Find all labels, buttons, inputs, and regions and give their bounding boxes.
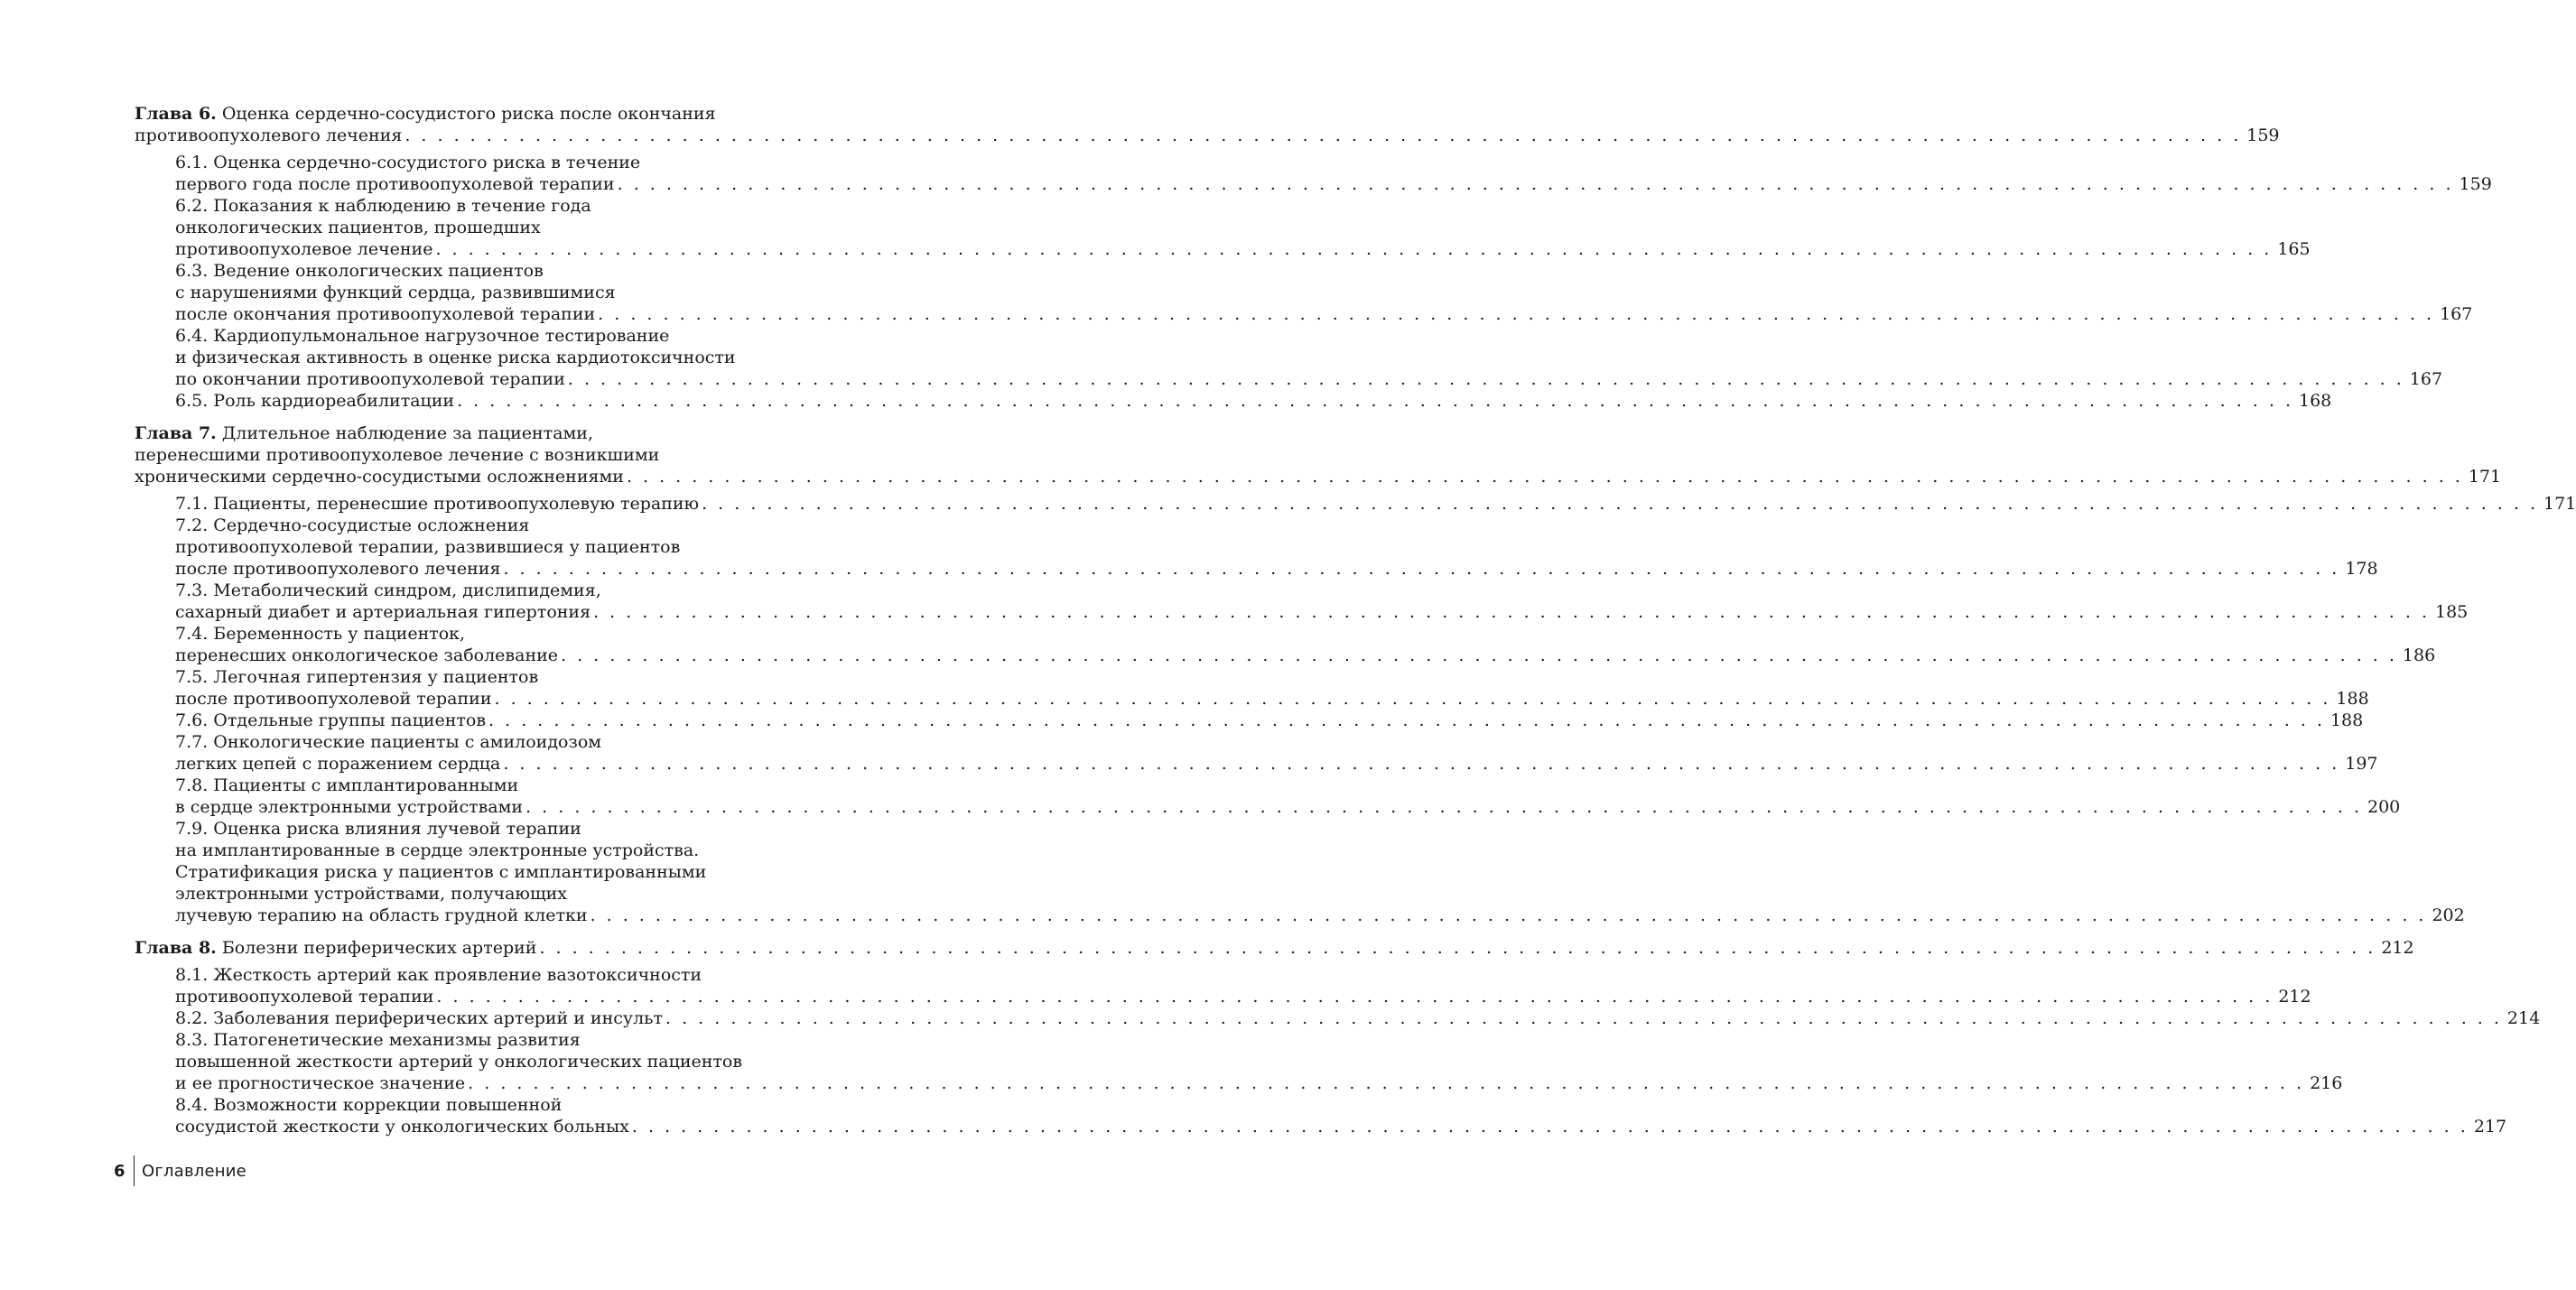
- chapter-title-line: перенесшими противоопухолевое лечение с возникшими: [135, 445, 660, 465]
- dot-leader: [702, 493, 2538, 515]
- dot-leader: [627, 466, 2463, 487]
- section-title-line: 7.4. Беременность у пациенток,: [175, 624, 466, 644]
- page-footer: [114, 1155, 246, 1186]
- section-title-text: после противоопухолевого лечения: [175, 559, 501, 579]
- section-last-line: [175, 796, 2401, 818]
- chapter-7: [135, 422, 2576, 926]
- section-7-8: [135, 775, 2401, 818]
- section-title-text: противоопухолевой терапии: [175, 987, 434, 1007]
- section-7-5: [135, 666, 2369, 710]
- chapter-8: [135, 937, 2541, 1137]
- section-6-4: [135, 325, 2443, 390]
- section-title-line: 7.2. Сердечно-сосудистые осложнения: [175, 515, 530, 535]
- dot-leader: [568, 368, 2404, 390]
- section-last-line: [175, 1007, 2541, 1029]
- page-number: 188: [2336, 689, 2369, 709]
- section-title-line: противоопухолевой терапии, развившиеся у пациентов: [175, 537, 681, 557]
- section-7-9: [135, 818, 2465, 926]
- section-last-line: [175, 905, 2465, 926]
- chapter-label: Глава 7.: [135, 423, 217, 443]
- page-number: 212: [2278, 987, 2311, 1007]
- dot-leader: [503, 753, 2339, 775]
- section-title-line: 7.8. Пациенты с имплантированными: [175, 775, 519, 795]
- section-7-2: [135, 515, 2378, 580]
- section-title-text: легких цепей с поражением сердца: [175, 754, 501, 774]
- section-title-line: 7.9. Оценка риска влияния лучевой терапии: [175, 819, 581, 839]
- section-title-text: после противоопухолевой терапии: [175, 689, 492, 709]
- dot-leader: [539, 937, 2376, 959]
- chapter-title-text: Длительное наблюдение за пациентами,: [216, 423, 593, 443]
- section-title-line: 6.3. Ведение онкологических пациентов: [175, 261, 544, 281]
- section-title-text: сосудистой жесткости у онкологических больных: [175, 1117, 629, 1137]
- section-title-line: 6.1. Оценка сердечно-сосудистого риска в течение: [175, 153, 641, 172]
- section-title-text: после окончания противоопухолевой терапии: [175, 304, 596, 324]
- running-head: Оглавление: [142, 1161, 246, 1181]
- section-title-text: первого года после противоопухолевой терапии: [175, 174, 615, 194]
- dot-leader: [503, 558, 2339, 580]
- section-7-4: [135, 623, 2436, 666]
- section-last-line: [175, 303, 2473, 325]
- section-title-text: противоопухолевое лечение: [175, 239, 433, 259]
- section-last-line: [175, 368, 2443, 390]
- page-number: 186: [2402, 645, 2436, 665]
- chapter-title-text: Болезни периферических артерий: [216, 938, 537, 958]
- section-title-line: 7.5. Легочная гипертензия у пациентов: [175, 667, 539, 687]
- section-title-line: 8.1. Жесткость артерий как проявление вазотоксичности: [175, 965, 702, 985]
- page-number: 171: [2543, 494, 2576, 514]
- dot-leader: [435, 238, 2272, 260]
- dot-leader: [525, 796, 2362, 818]
- section-8-3: [135, 1029, 2343, 1094]
- section-7-6: [135, 710, 2364, 731]
- section-title-text: лучевую терапию на область грудной клетки: [175, 905, 588, 925]
- section-8-1: [135, 964, 2311, 1007]
- section-title-line: Стратификация риска у пациентов с имплантированными: [175, 862, 707, 882]
- section-title-line: 8.3. Патогенетические механизмы развития: [175, 1030, 581, 1050]
- page-number: 212: [2381, 938, 2414, 958]
- page-number: 159: [2459, 174, 2492, 194]
- page-number: 178: [2345, 559, 2378, 579]
- page-number: 216: [2310, 1073, 2343, 1093]
- section-last-line: [175, 493, 2576, 515]
- section-7-1: [135, 493, 2576, 515]
- chapter-title-last-line: [135, 125, 2280, 146]
- section-title-text: 8.2. Заболевания периферических артерий и инсульт: [175, 1008, 663, 1028]
- page-number: 200: [2367, 797, 2401, 817]
- page-number: 197: [2345, 754, 2378, 774]
- page-number: 159: [2246, 125, 2280, 145]
- dot-leader: [495, 688, 2331, 710]
- chapter-label: Глава 8.: [135, 938, 217, 958]
- section-title-text: в сердце электронными устройствами: [175, 797, 524, 817]
- chapter-title-line: [135, 103, 786, 125]
- section-last-line: [175, 173, 2492, 195]
- section-title-line: онкологических пациентов, прошедших: [175, 218, 541, 237]
- dot-leader: [591, 905, 2427, 926]
- section-title-line: 7.7. Онкологические пациенты с амилоидозом: [175, 732, 602, 752]
- chapter-label: Глава 6.: [135, 104, 217, 124]
- section-title-text: 7.1. Пациенты, перенесшие противоопухолевую терапию: [175, 494, 700, 514]
- section-last-line: [175, 1116, 2507, 1137]
- section-last-line: [175, 688, 2369, 710]
- dot-leader: [665, 1007, 2502, 1029]
- section-last-line: [175, 645, 2436, 666]
- chapter-6: [135, 103, 2492, 412]
- dot-leader: [488, 710, 2325, 731]
- section-title-line: 6.2. Показания к наблюдению в течение года: [175, 196, 591, 216]
- section-last-line: [175, 1072, 2343, 1094]
- page-number: 214: [2506, 1008, 2541, 1028]
- section-title-text: сахарный диабет и артериальная гипертония: [175, 602, 591, 622]
- section-title-line: 8.4. Возможности коррекции повышенной: [175, 1095, 563, 1115]
- page-number: 217: [2473, 1117, 2507, 1137]
- section-title-text: 6.5. Роль кардиореабилитации: [175, 391, 455, 411]
- section-7-3: [135, 580, 2469, 623]
- dot-leader: [598, 303, 2434, 325]
- section-last-line: [175, 238, 2311, 260]
- section-last-line: [175, 986, 2311, 1007]
- chapter-title-line: [135, 422, 786, 444]
- section-last-line: [175, 558, 2378, 580]
- section-title-line: на имплантированные в сердце электронные устройства.: [175, 840, 700, 860]
- footer-divider: [134, 1155, 135, 1186]
- section-8-2: [135, 1007, 2541, 1029]
- section-title-line: повышенной жесткости артерий у онкологических пациентов: [175, 1052, 743, 1072]
- dot-leader: [457, 390, 2293, 412]
- section-title-text: 7.6. Отдельные группы пациентов: [175, 710, 487, 730]
- page-number: 165: [2277, 239, 2311, 259]
- page-number: 167: [2440, 304, 2473, 324]
- section-8-4: [135, 1094, 2507, 1137]
- page-number: 167: [2409, 369, 2443, 389]
- chapter-title-text: хроническими сердечно-сосудистыми осложнениями: [135, 467, 624, 487]
- dot-leader: [405, 125, 2241, 146]
- page-number: 188: [2330, 710, 2364, 730]
- dot-leader: [468, 1072, 2304, 1094]
- section-6-5: [135, 390, 2332, 412]
- section-last-line: [175, 753, 2378, 775]
- page-number: 168: [2299, 391, 2332, 411]
- section-title-line: 7.3. Метаболический синдром, дислипидемия,: [175, 580, 601, 600]
- page-folio: 6: [114, 1161, 126, 1181]
- section-last-line: [175, 710, 2364, 731]
- section-title-line: с нарушениями функций сердца, развившимися: [175, 283, 616, 302]
- section-title-line: электронными устройствами, получающих: [175, 884, 567, 904]
- page-number: 171: [2468, 467, 2502, 487]
- section-6-2: [135, 195, 2311, 260]
- section-6-1: [135, 152, 2492, 195]
- section-title-text: и ее прогностическое значение: [175, 1073, 466, 1093]
- dot-leader: [632, 1116, 2469, 1137]
- section-6-3: [135, 260, 2473, 325]
- section-last-line: [175, 601, 2469, 623]
- chapter-title-text: Оценка сердечно-сосудистого риска после окончания: [216, 104, 716, 124]
- section-title-text: перенесших онкологическое заболевание: [175, 645, 559, 665]
- section-title-line: 6.4. Кардиопульмональное нагрузочное тестирование: [175, 326, 670, 346]
- chapter-title-last-line: [135, 466, 2502, 487]
- dot-leader: [593, 601, 2430, 623]
- dot-leader: [561, 645, 2397, 666]
- section-title-text: по окончании противоопухолевой терапии: [175, 369, 565, 389]
- chapter-title-text: противоопухолевого лечения: [135, 125, 403, 145]
- page-number: 185: [2434, 602, 2469, 622]
- page-number: 202: [2432, 905, 2465, 925]
- section-title-line: и физическая активность в оценке риска кардиотоксичности: [175, 348, 736, 367]
- section-last-line: [175, 390, 2332, 412]
- table-of-contents: [135, 103, 2576, 1137]
- section-7-7: [135, 731, 2378, 775]
- chapter-title-last-line: [135, 937, 2414, 959]
- dot-leader: [436, 986, 2273, 1007]
- dot-leader: [618, 173, 2454, 195]
